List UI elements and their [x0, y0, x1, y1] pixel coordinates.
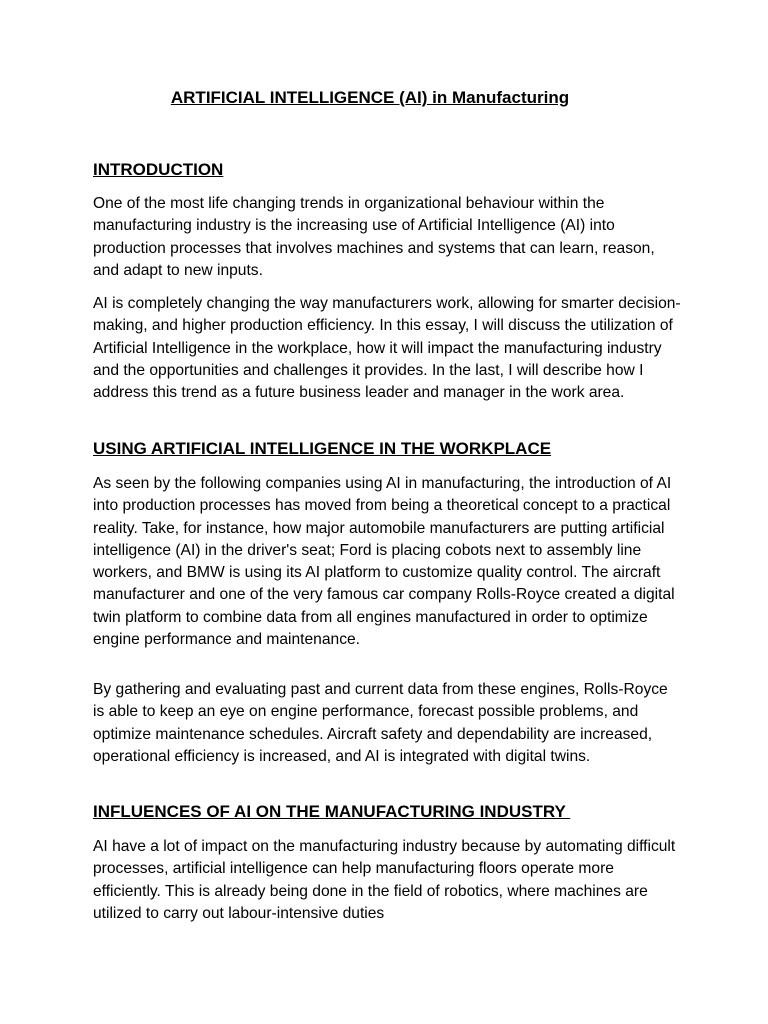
- section-heading-workplace: USING ARTIFICIAL INTELLIGENCE IN THE WORKPLACE: [93, 439, 552, 458]
- paragraph-introduction-1: One of the most life changing trends in organizational behaviour within the manufacturing industry is the increasing use of Artificial Intelligence (AI) into production processes that involves machines and systems that can learn, reason, and adapt to new inputs.: [93, 195, 655, 279]
- paragraph-workplace-2: By gathering and evaluating past and current data from these engines, Rolls-Royce is able to keep an eye on engine performance, forecast possible problems, and optimize maintenance schedules. Aircraft safety and dependability are increased, operational efficiency is increased, and AI is integrated with digital twins.: [93, 681, 668, 765]
- paragraph-workplace-1: As seen by the following companies using AI in manufacturing, the introduction of AI into production processes has moved from being a theoretical concept to a practical reality. Take, for instance, how major automobile manufacturers are putting artificial intelligence (AI) in the driver's seat; Ford is placing cobots next to assembly line workers, and BMW is using its AI platform to customize quality control. The aircraft manufacturer and one of the very famous car company Rolls-Royce created a digital twin platform to combine data from all engines manufactured in order to optimize engine performance and maintenance.: [93, 475, 675, 649]
- paragraph-influences-1: AI have a lot of impact on the manufacturing industry because by automating difficult processes, artificial intelligence can help manufacturing floors operate more efficiently. This is already being done in the field of robotics, where machines are utilized to carry out labour-intensive duties: [93, 838, 676, 922]
- section-heading-introduction: INTRODUCTION: [93, 160, 224, 179]
- section-heading-influences: INFLUENCES OF AI ON THE MANUFACTURING INDUSTRY: [93, 802, 571, 821]
- document-title: ARTIFICIAL INTELLIGENCE (AI) in Manufacturing: [170, 88, 570, 107]
- paragraph-introduction-2: AI is completely changing the way manufacturers work, allowing for smarter decision-making, and higher production efficiency. In this essay, I will discuss the utilization of Artificial Intelligence in the workplace, how it will impact the manufacturing industry and the opportunities and challenges it provides. In the last, I will describe how I address this trend as a future business leader and manager in the work area.: [93, 295, 681, 402]
